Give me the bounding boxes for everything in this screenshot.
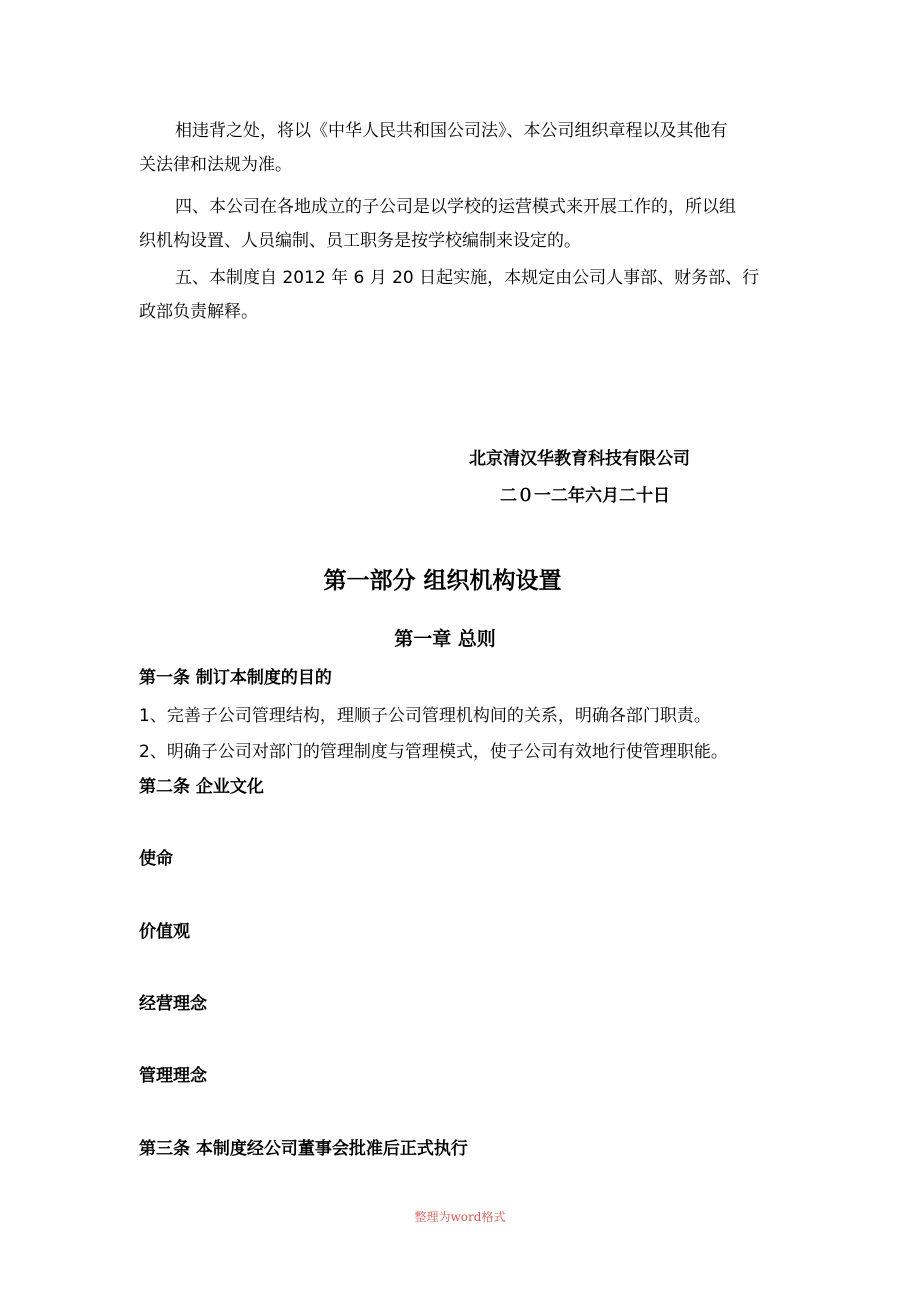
article-2-business-philosophy: 经营理念 bbox=[139, 994, 207, 1014]
article-2-values: 价值观 bbox=[139, 922, 190, 942]
signature-company: 北京清汉华教育科技有限公司 bbox=[469, 449, 690, 469]
chapter-title: 第一章 总则 bbox=[394, 628, 496, 650]
article-1-item-2: 2、明确子公司对部门的管理制度与管理模式，使子公司有效地行使管理职能。 bbox=[139, 742, 728, 762]
paragraph-3-line-2: 政部负责解释。 bbox=[139, 302, 258, 322]
paragraph-2-line-2: 织机构设置、人员编制、员工职务是按学校编制来设定的。 bbox=[139, 231, 581, 251]
article-2-management-philosophy: 管理理念 bbox=[139, 1066, 207, 1086]
paragraph-1-line-2: 关法律和法规为准。 bbox=[139, 155, 292, 175]
paragraph-1-line-1: 相违背之处，将以《中华人民共和国公司法》、本公司组织章程以及其他有 bbox=[175, 121, 728, 141]
footer-watermark: 整理为word格式 bbox=[414, 1210, 506, 1224]
paragraph-3-line-1: 五、本制度自 2012 年 6 月 20 日起实施，本规定由公司人事部、财务部、行 bbox=[175, 268, 760, 288]
article-2-mission: 使命 bbox=[139, 849, 173, 869]
article-3-heading: 第三条 本制度经公司董事会批准后正式执行 bbox=[139, 1139, 468, 1159]
signature-date: 二０一二年六月二十日 bbox=[500, 486, 670, 506]
part-title: 第一部分 组织机构设置 bbox=[323, 568, 562, 594]
article-1-heading: 第一条 制订本制度的目的 bbox=[139, 668, 332, 688]
paragraph-2-line-1: 四、本公司在各地成立的子公司是以学校的运营模式来开展工作的，所以组 bbox=[175, 197, 736, 217]
article-1-item-1: 1、完善子公司管理结构，理顺子公司管理机构间的关系，明确各部门职责。 bbox=[139, 706, 711, 726]
article-2-heading: 第二条 企业文化 bbox=[139, 777, 264, 797]
